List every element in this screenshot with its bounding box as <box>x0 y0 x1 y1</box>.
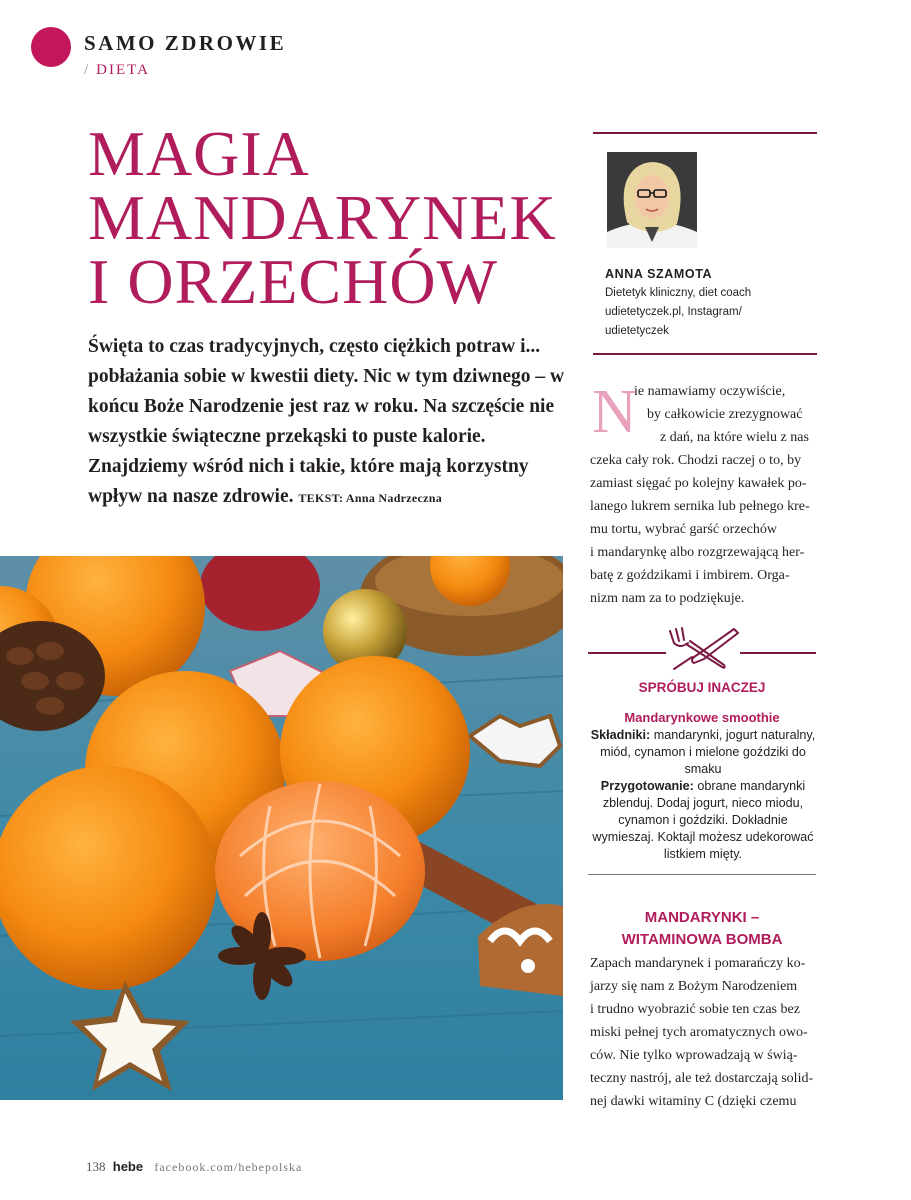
headline-line: I ORZECHÓW <box>88 246 498 317</box>
prep-text: obrane mandarynki zblenduj. Dodaj jogurt, nieco miodu, cynamon i goździki. Dokładnie wymieszaj. Koktajl możesz udekorować listkiem mięty. <box>592 779 814 861</box>
section-title: SAMO ZDROWIE <box>84 31 287 55</box>
section-line: jarzy się nam z Bożym Narodzeniem <box>590 979 798 994</box>
ingredients-text: mandarynki, jogurt naturalny, miód, cynamon i mielone goździki do smaku <box>600 728 816 776</box>
section-heading <box>588 907 816 951</box>
brand-logo: hebe <box>112 1159 144 1174</box>
lead-text: Święta to czas tradycyjnych, często ciężkich potraw i... pobłażania sobie w kwestii diety. Nic w tym dziwnego – w końcu Boże Narodzenie jest raz w roku. Na szczęście nie wszystkie świąteczne przekąski to puste kalorie. Znajdziemy wśród nich i takie, które mają korzystny wpływ na nasze zdrowie. <box>88 336 565 507</box>
headline-line: MANDARYNEK <box>88 182 557 253</box>
top-rule <box>593 132 817 134</box>
headline <box>88 118 568 317</box>
tangerines-photo <box>0 556 563 1100</box>
intro-line: nizm nam za to podziękuje. <box>590 591 745 606</box>
ingredients-label: Składniki: <box>590 728 651 742</box>
section-dot <box>31 27 71 67</box>
intro-line: by całkowicie zrezygnować <box>647 407 803 422</box>
headline-line: MAGIA <box>88 118 310 189</box>
page-footer <box>86 1159 302 1175</box>
intro-line: ie namawiamy oczywiście, <box>634 384 786 399</box>
recipe-rule <box>588 874 816 875</box>
intro-line: batę z goździkami i imbirem. Orga- <box>590 568 790 583</box>
lead-paragraph <box>88 332 568 513</box>
section-heading-line: WITAMINOWA BOMBA <box>621 931 783 948</box>
drop-cap: N <box>592 378 637 446</box>
author-bio-line: Dietetyk kliniczny, diet coach <box>605 287 752 299</box>
author-photo <box>607 152 697 248</box>
section-line: ców. Nie tylko wprowadzają w świą- <box>590 1048 798 1063</box>
try-heading: SPRÓBUJ INACZEJ <box>638 680 766 695</box>
section-line: Zapach mandarynek i pomarańczy ko- <box>590 956 806 971</box>
section-heading-line: MANDARYNKI – <box>644 909 760 926</box>
section-subtitle <box>84 62 150 79</box>
section-line: nej dawki witaminy C (dzięki czemu <box>590 1094 797 1109</box>
section-line: teczny nastrój, ale też dostarczają solid- <box>590 1071 814 1086</box>
intro-line: czeka cały rok. Chodzi raczej o to, by <box>590 453 802 468</box>
intro-line: z dań, na które wielu z nas <box>660 430 809 445</box>
intro-line: lanego lukrem sernika lub pełnego kre- <box>590 499 810 514</box>
author-rule <box>593 353 817 355</box>
page-number: 138 <box>86 1159 106 1174</box>
recipe-text <box>590 727 816 863</box>
section-slash: / <box>84 62 91 78</box>
author-bio-line: udietetyczek.pl, Instagram/ <box>605 306 742 318</box>
try-rule-right <box>740 652 816 654</box>
section-line: miski pełnej tych aromatycznych owo- <box>590 1025 808 1040</box>
author-bio-line: udietetyczek <box>605 325 669 337</box>
intro-line: i mandarynkę albo rozgrzewającą her- <box>590 545 805 560</box>
fork-knife-icon <box>664 625 740 673</box>
footer-url: facebook.com/hebepolska <box>154 1160 303 1174</box>
recipe-title: Mandarynkowe smoothie <box>624 710 780 725</box>
lead-credit: TEKST: Anna Nadrzeczna <box>298 491 443 505</box>
section-line: i trudno wyobrazić sobie ten czas bez <box>590 1002 800 1017</box>
intro-line: zamiast sięgać po kolejny kawałek po- <box>590 476 807 491</box>
author-name: ANNA SZAMOTA <box>605 267 713 281</box>
intro-line: mu tortu, wybrać garść orzechów <box>590 522 777 537</box>
section-subtitle-text: DIETA <box>96 62 150 78</box>
prep-label: Przygotowanie: <box>600 779 694 793</box>
try-rule-left <box>588 652 666 654</box>
